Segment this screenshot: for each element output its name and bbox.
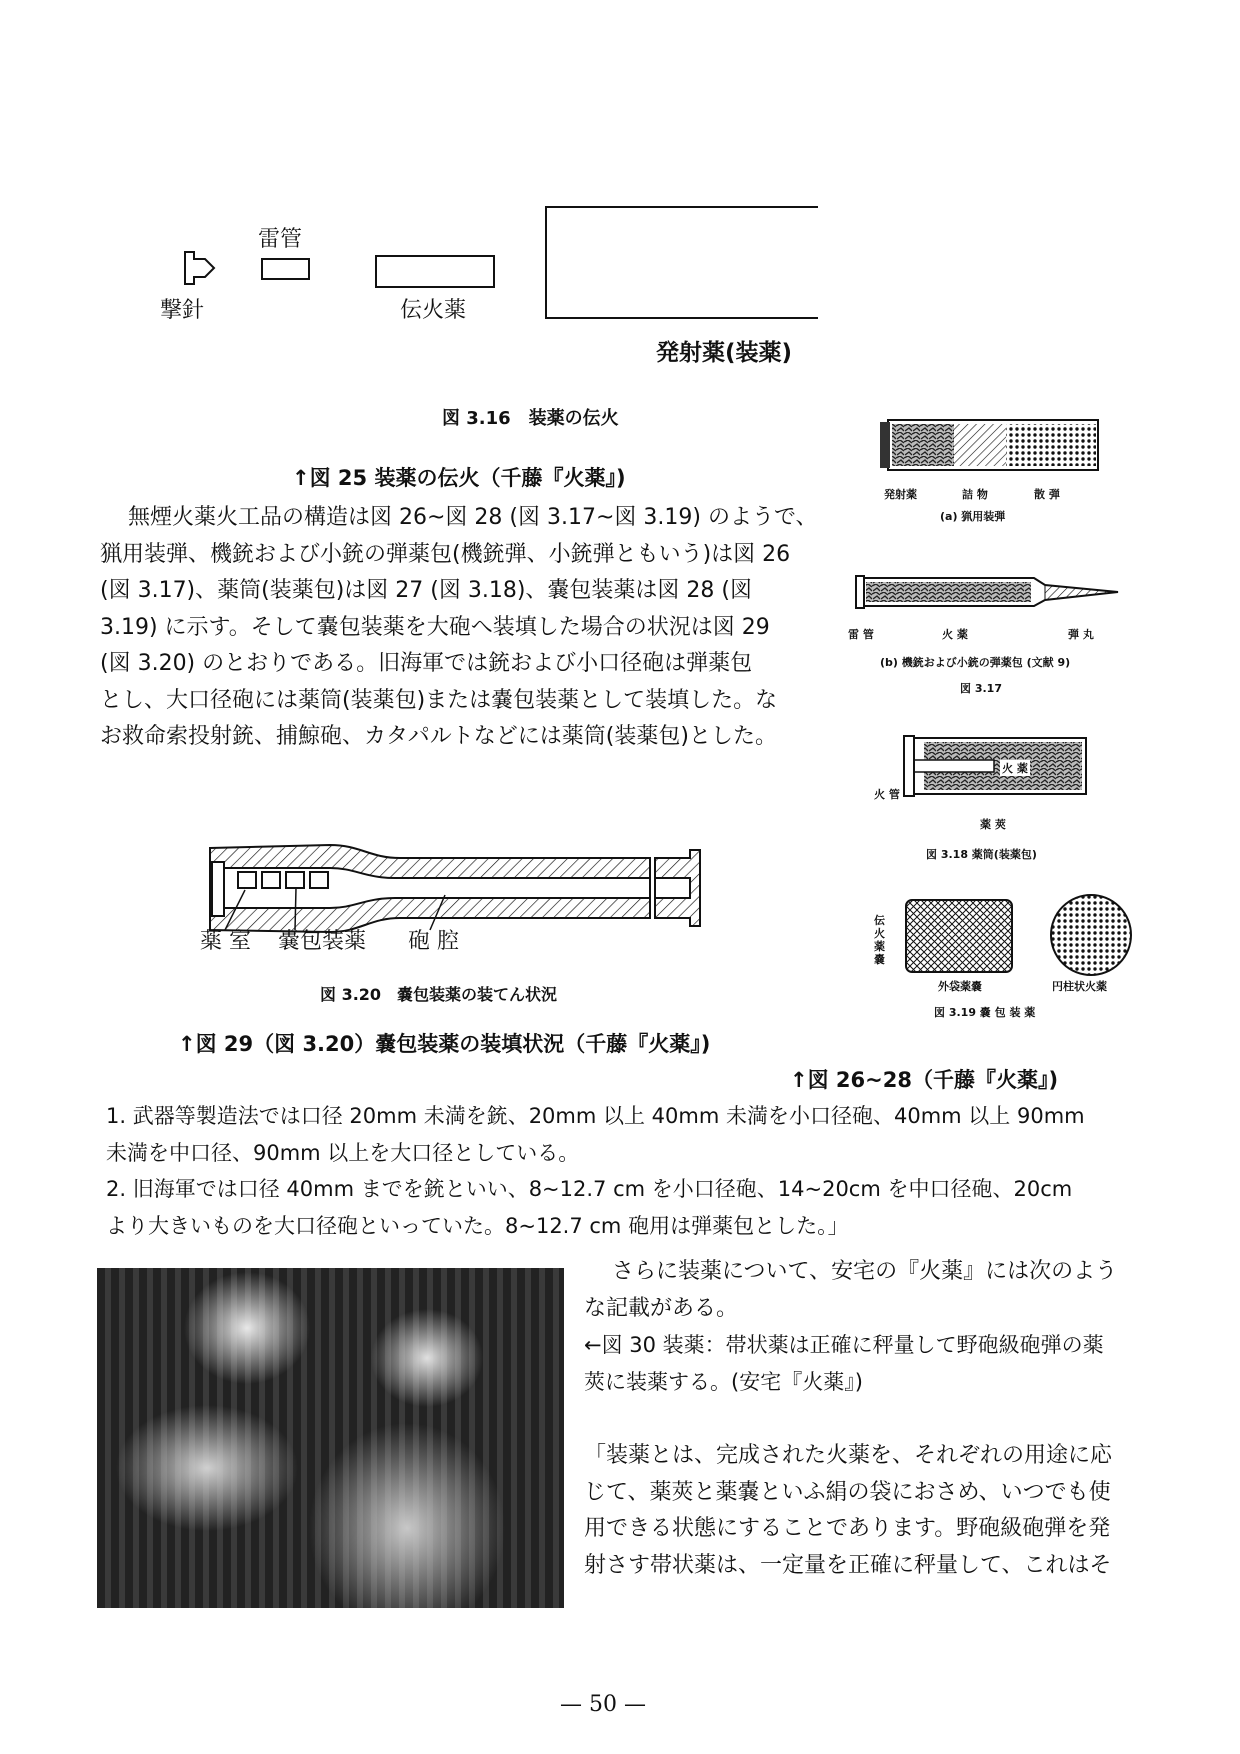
gun-barrel-shape xyxy=(210,845,700,932)
right-text-line: さらに装薬について、安宅の『火薬』には次のよう xyxy=(612,1259,1118,1284)
label-propellant: 発射薬(装薬) xyxy=(656,340,793,366)
right-text-line: な記載がある。 xyxy=(584,1295,739,1321)
quote-line: 「装薬とは、完成された火薬を、それぞれの用途に応 xyxy=(584,1443,1113,1468)
note-line: より大きいものを大口径砲といっていた。8~12.7 cm 砲用は弾薬包とした。」 xyxy=(106,1213,849,1238)
fig25-note: ↑図 25 装薬の伝火（千藤『火薬』) xyxy=(292,466,626,490)
fig29-note: ↑図 29（図 3.20）嚢包装薬の装填状況（千藤『火薬』) xyxy=(178,1032,711,1056)
fig30-note-line: 莢に装薬する。(安宅『火薬』) xyxy=(584,1369,863,1394)
fig319-label-cyl: 円柱状火薬 xyxy=(1052,980,1107,993)
note-line: 1. 武器等製造法では口径 20mm 未満を銃、20mm 以上 40mm 未満を小口径砲、40mm 以上 90mm xyxy=(106,1104,1085,1128)
paragraph1-line: (図 3.17)、薬筒(装薬包)は図 27 (図 3.18)、嚢包装薬は図 28 (図 xyxy=(100,578,752,603)
paragraph1-line: お救命索投射銃、捕鯨砲、カタパルトなどには薬筒(装薬包)とした。 xyxy=(100,724,777,749)
fig317-caption: 図 3.17 xyxy=(960,682,1002,695)
fig316-caption: 図 3.16 装薬の伝火 xyxy=(442,408,619,429)
notes xyxy=(106,1098,1156,1244)
note-line: 2. 旧海軍では口径 40mm までを銃といい、8~12.7 cm を小口径砲、14~20cm を中口径砲、20cm xyxy=(106,1177,1073,1201)
quote xyxy=(584,1438,1154,1584)
fig317b-label: 弾 丸 xyxy=(1068,628,1094,641)
paragraph1-line: (図 3.20) のとおりである。旧海軍では銃および小口径砲は弾薬包 xyxy=(100,651,753,676)
page-number: — 50 — xyxy=(560,1692,646,1717)
fig317b-label: 雷 管 xyxy=(848,628,874,641)
label-bag-charge: 嚢包装薬 xyxy=(278,929,367,954)
fig317a-label: 散 弾 xyxy=(1034,488,1060,501)
fig26-28-note: ↑図 26~28（千藤『火薬』) xyxy=(790,1068,1059,1092)
fig318-label-yakkyo: 薬 莢 xyxy=(980,818,1006,831)
fig317b-caption: (b) 機銃および小銃の弾薬包 (文献 9) xyxy=(880,656,1071,669)
quote-line: 用できる状態にすることであります。野砲級砲弾を発 xyxy=(584,1516,1111,1541)
label-striker: 撃針 xyxy=(160,298,205,323)
fig320-caption: 図 3.20 嚢包装薬の装てん状況 xyxy=(320,985,558,1004)
quote-line: 射さす帯状薬は、一定量を正確に秤量して、これはそ xyxy=(584,1552,1112,1578)
fig318-label-kakan: 火 管 xyxy=(874,788,900,801)
quote-line: じて、薬莢と薬嚢といふ絹の袋におさめ、いつでも使 xyxy=(584,1479,1111,1505)
right-text xyxy=(584,1254,1144,1327)
fig319-label-outer: 外袋薬嚢 xyxy=(938,980,982,993)
fig317a-caption: (a) 猟用装弾 xyxy=(940,510,1006,523)
paragraph1-line: 無煙火薬火工品の構造は図 26~図 28 (図 3.17~図 3.19) のようで、 xyxy=(128,505,818,530)
paragraph1-line: とし、大口径砲には薬筒(装薬包)または嚢包装薬として装填した。な xyxy=(100,687,778,713)
label-chamber: 薬 室 xyxy=(200,929,251,954)
fig317b-label: 火 薬 xyxy=(942,628,968,641)
workers-photo xyxy=(97,1268,564,1608)
fig318-caption: 図 3.18 薬筒(装薬包) xyxy=(926,848,1037,861)
fig30-note-line: ←図 30 装薬：帯状薬は正確に秤量して野砲級砲弾の薬 xyxy=(584,1333,1104,1357)
fig318-label-inner: 火 薬 xyxy=(1002,762,1028,775)
fig317a-label: 発射薬 xyxy=(884,488,917,501)
label-bore: 砲 腔 xyxy=(408,929,459,954)
paragraph1-line: 3.19) に示す。そして嚢包装薬を大砲へ装填した場合の状況は図 29 xyxy=(100,614,770,640)
note-line: 未満を中口径、90mm 以上を大口径としている。 xyxy=(106,1140,580,1165)
fig317a-label: 詰 物 xyxy=(962,488,988,501)
fig319-caption: 図 3.19 嚢 包 装 薬 xyxy=(934,1006,1036,1019)
fig30-note xyxy=(584,1327,1154,1400)
label-primer: 雷管 xyxy=(258,227,303,252)
label-igniter: 伝火薬 xyxy=(400,298,467,323)
fig319-side-label: 伝火薬嚢 xyxy=(874,914,885,966)
paragraph1-line: 猟用装弾、機銃および小銃の弾薬包(機銃弾、小銃弾ともいう)は図 26 xyxy=(100,541,791,567)
